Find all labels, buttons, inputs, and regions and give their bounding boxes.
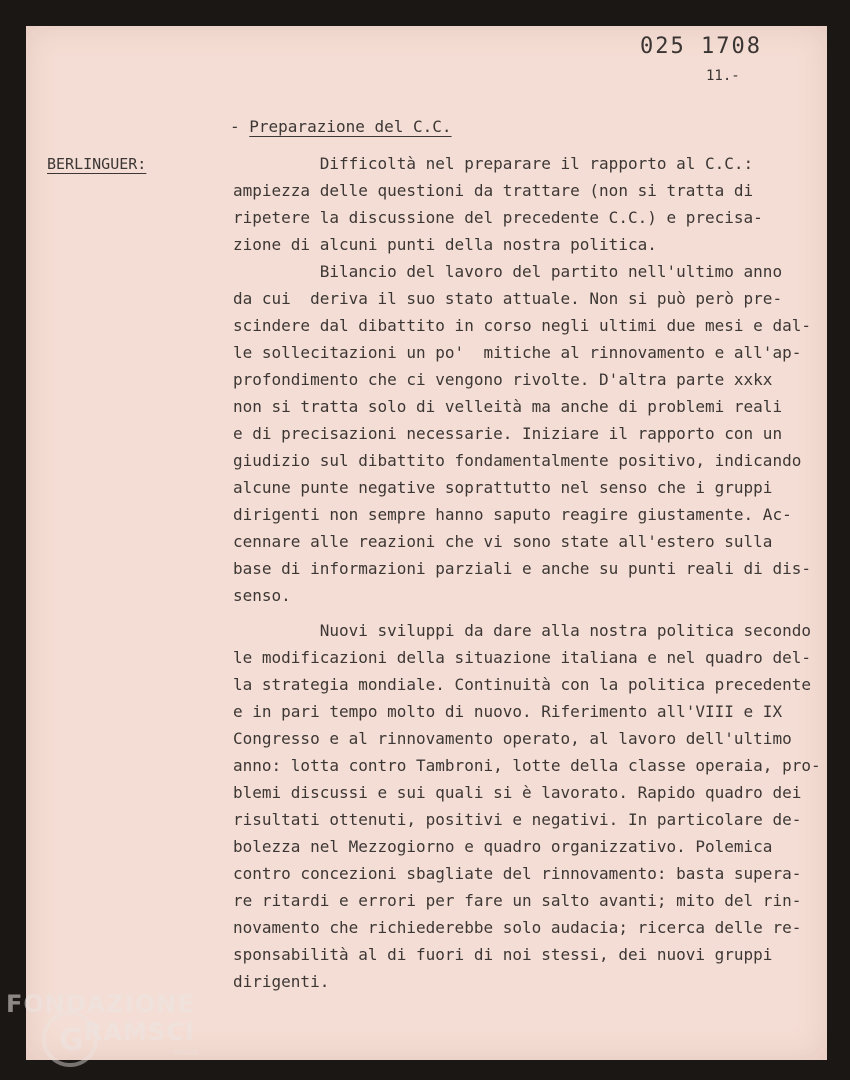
text-line: bolezza nel Mezzogiorno e quadro organizzativo. Polemica <box>233 837 773 856</box>
text-line: blemi discussi e sui quali si è lavorato. Rapido quadro dei <box>233 783 802 802</box>
text-line: alcune punte negative soprattutto nel senso che i gruppi <box>233 478 773 497</box>
text-line: e di precisazioni necessarie. Iniziare il rapporto con un <box>233 424 783 443</box>
text-line: non si tratta solo di velleità ma anche di problemi reali <box>233 397 783 416</box>
text-line: ampiezza delle questioni da trattare (non si tratta di <box>233 181 754 200</box>
fondazione-gramsci-watermark <box>6 990 216 1070</box>
text-line: scindere dal dibattito in corso negli ultimi due mesi e dal- <box>233 316 811 335</box>
archive-number: 025 1708 <box>640 34 762 59</box>
text-line: profondimento che ci vengono rivolte. D'altra parte xxkx <box>233 370 773 389</box>
text-line: anno: lotta contro Tambroni, lotte della classe operaia, pro- <box>233 756 821 775</box>
text-line: le modificazioni della situazione italiana e nel quadro del- <box>233 648 811 667</box>
speaker-label: BERLINGUER: <box>47 155 147 173</box>
text-line: Bilancio del lavoro del partito nell'ultimo anno <box>233 262 783 281</box>
section-title: Preparazione del C.C. <box>249 117 452 136</box>
text-line: ripetere la discussione del precedente C.C.) e precisa- <box>233 208 763 227</box>
text-line: senso. <box>233 586 291 605</box>
text-line: risultati ottenuti, positivi e negativi. In particolare de- <box>233 810 802 829</box>
watermark-line1: FONDAZIONE <box>6 990 195 1018</box>
watermark-sub: onlus <box>174 1048 199 1058</box>
text-line: re ritardi e errori per fare un salto avanti; mito del rin- <box>233 891 802 910</box>
section-heading <box>230 117 452 136</box>
text-line: base di informazioni parziali e anche su punti reali di dis- <box>233 559 811 578</box>
text-line: zione di alcuni punti della nostra politica. <box>233 235 657 254</box>
paragraph-gap <box>233 609 833 617</box>
text-line: la strategia mondiale. Continuità con la politica precedente <box>233 675 811 694</box>
text-line: cennare alle reazioni che vi sono state all'estero sulla <box>233 532 773 551</box>
watermark-line2: RAMSCI <box>84 1018 195 1046</box>
section-dash: - <box>230 117 250 136</box>
text-line: novamento che richiederebbe solo audacia; ricerca delle re- <box>233 918 802 937</box>
text-line: Congresso e al rinnovamento operato, al lavoro dell'ultimo <box>233 729 792 748</box>
page-number: 11.- <box>706 68 740 84</box>
text-line: sponsabilità al di fuori di noi stessi, dei nuovi gruppi <box>233 945 773 964</box>
text-line: giudizio sul dibattito fondamentalmente positivo, indicando <box>233 451 802 470</box>
text-line: dirigenti non sempre hanno saputo reagire giustamente. Ac- <box>233 505 792 524</box>
body-text <box>233 150 833 995</box>
text-line: le sollecitazioni un po' mitiche al rinnovamento e all'ap- <box>233 343 802 362</box>
watermark-logo-letter: G <box>59 1023 84 1058</box>
text-line: contro concezioni sbagliate del rinnovamento: basta supera- <box>233 864 802 883</box>
text-line: e in pari tempo molto di nuovo. Riferimento all'VIII e IX <box>233 702 783 721</box>
text-line: dirigenti. <box>233 972 330 991</box>
text-line: Nuovi sviluppi da dare alla nostra politica secondo <box>233 621 811 640</box>
text-line: da cui deriva il suo stato attuale. Non si può però pre- <box>233 289 783 308</box>
text-line: Difficoltà nel preparare il rapporto al C.C.: <box>233 154 754 173</box>
